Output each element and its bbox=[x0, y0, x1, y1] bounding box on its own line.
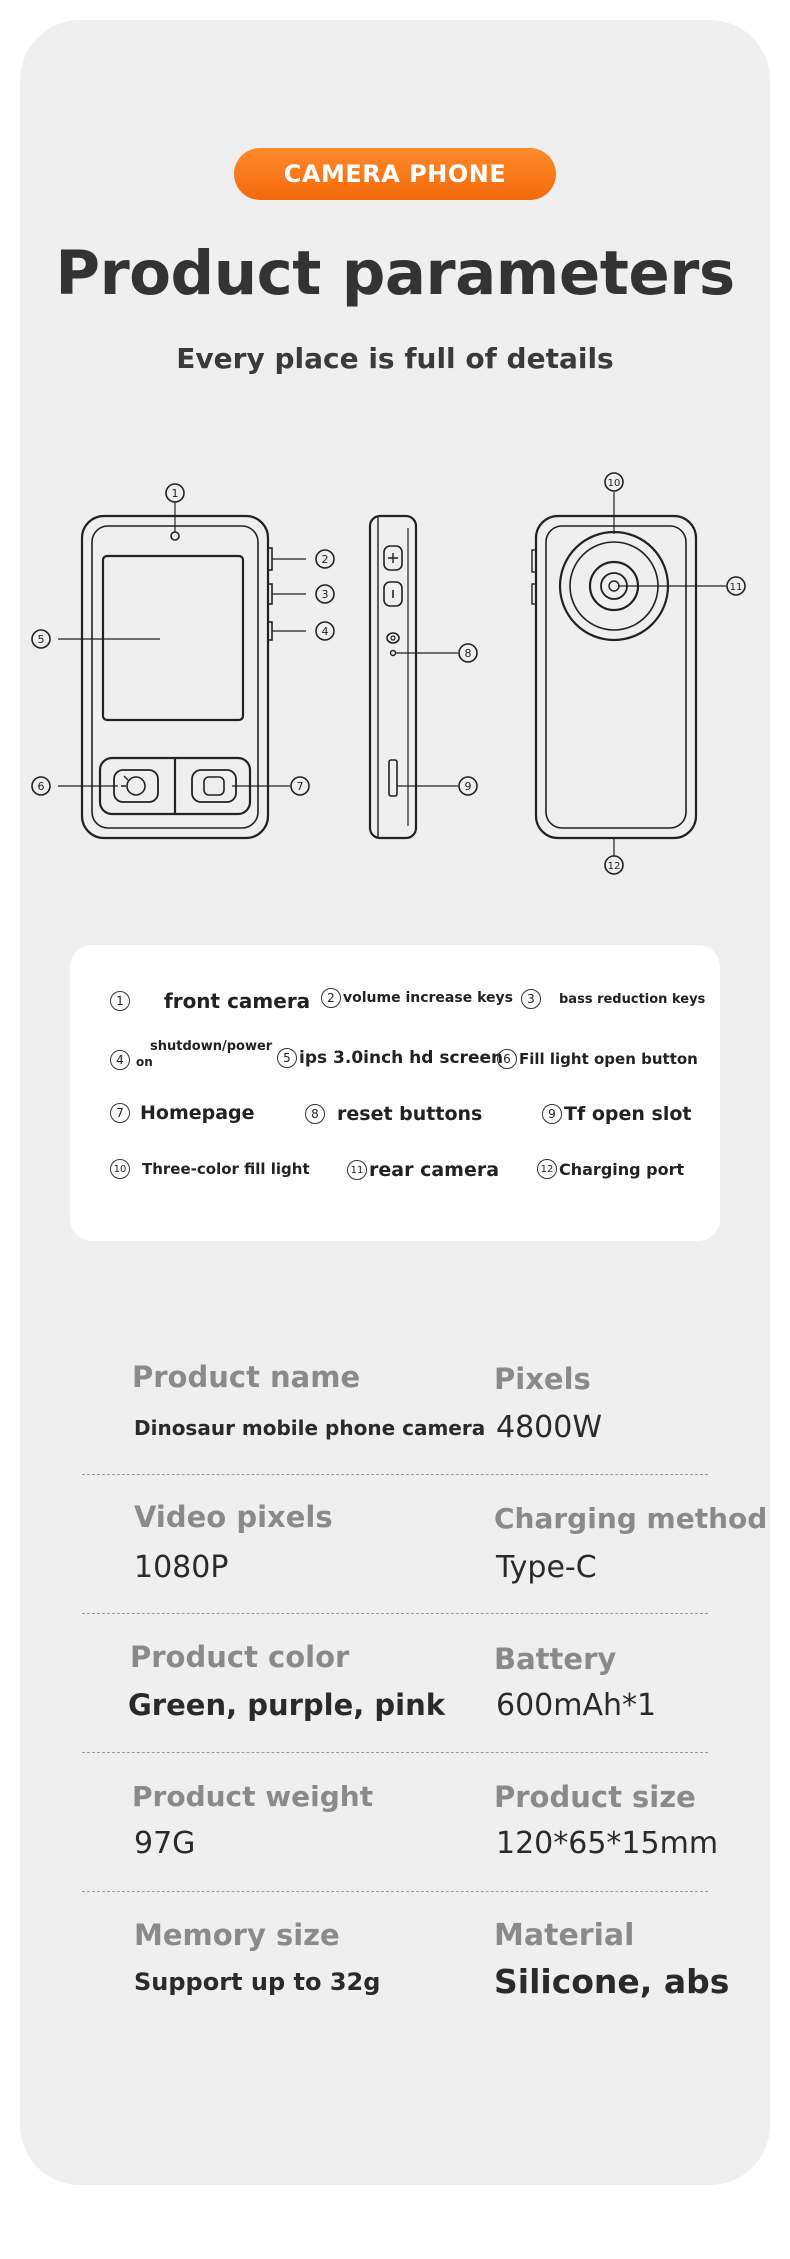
legend-item-volume-increase bbox=[321, 988, 513, 1008]
legend-label: Charging port bbox=[559, 1159, 685, 1179]
legend-number: 10 bbox=[110, 1159, 130, 1179]
spec-label-material: Material bbox=[494, 1918, 635, 1953]
page-title: Product parameters bbox=[55, 238, 735, 309]
legend-label: bass reduction keys bbox=[559, 991, 706, 1007]
legend-label: Fill light open button bbox=[519, 1050, 698, 1068]
legend-item-shutdown-power bbox=[110, 1039, 273, 1075]
marker-11: 11 bbox=[729, 582, 743, 593]
spec-label-product-size: Product size bbox=[494, 1780, 696, 1814]
marker-2: 2 bbox=[321, 553, 329, 566]
legend-number: 5 bbox=[277, 1048, 297, 1068]
marker-8: 8 bbox=[464, 647, 472, 660]
legend-number: 2 bbox=[321, 988, 341, 1008]
spec-label-memory-size: Memory size bbox=[134, 1918, 340, 1952]
spec-value-memory-size: Support up to 32g bbox=[134, 1968, 381, 1996]
legend-number: 8 bbox=[305, 1104, 325, 1124]
marker-9: 9 bbox=[464, 780, 472, 793]
legend-label: Homepage bbox=[140, 1102, 255, 1124]
legend-item-fill-light-button bbox=[497, 1049, 698, 1069]
spec-label-video-pixels: Video pixels bbox=[134, 1500, 333, 1534]
legend-label-top: shutdown/power bbox=[150, 1039, 273, 1054]
spec-label-battery: Battery bbox=[494, 1642, 617, 1676]
spec-label-pixels: Pixels bbox=[494, 1362, 591, 1396]
spec-label-product-weight: Product weight bbox=[132, 1780, 374, 1813]
legend-item-bass-reduction bbox=[521, 989, 705, 1009]
legend-item-charging-port bbox=[537, 1159, 684, 1179]
legend-number: 11 bbox=[347, 1160, 367, 1180]
legend-number: 7 bbox=[110, 1103, 130, 1123]
marker-12: 12 bbox=[607, 861, 621, 872]
legend-item-reset bbox=[305, 1103, 482, 1125]
marker-1: 1 bbox=[171, 487, 179, 500]
marker-4: 4 bbox=[321, 625, 329, 638]
legend-label: Three-color fill light bbox=[142, 1160, 310, 1178]
legend-label: reset buttons bbox=[337, 1103, 483, 1125]
page-subtitle: Every place is full of details bbox=[176, 342, 614, 375]
marker-10: 10 bbox=[607, 478, 621, 489]
legend-item-tf-slot bbox=[542, 1103, 691, 1125]
spec-value-video-pixels: 1080P bbox=[134, 1550, 229, 1585]
legend-number: 4 bbox=[110, 1050, 130, 1070]
spec-label-product-name: Product name bbox=[132, 1360, 361, 1394]
legend-item-fill-light bbox=[110, 1159, 310, 1179]
legend-item-homepage bbox=[110, 1102, 255, 1124]
spec-value-charging-method: Type-C bbox=[496, 1550, 597, 1585]
back-view-illustration bbox=[532, 516, 696, 838]
legend-number: 6 bbox=[497, 1049, 517, 1069]
spec-divider bbox=[82, 1613, 708, 1614]
legend-label: rear camera bbox=[369, 1159, 500, 1181]
spec-value-material: Silicone, abs bbox=[494, 1962, 730, 2001]
marker-7: 7 bbox=[296, 780, 304, 793]
product-diagram bbox=[0, 450, 790, 890]
marker-6: 6 bbox=[37, 780, 45, 793]
front-view-illustration bbox=[82, 516, 272, 838]
spec-divider bbox=[82, 1752, 708, 1753]
legend-number: 9 bbox=[542, 1104, 562, 1124]
spec-label-charging-method: Charging method bbox=[494, 1502, 768, 1535]
legend-number: 12 bbox=[537, 1159, 557, 1179]
marker-5: 5 bbox=[37, 633, 45, 646]
legend-label: volume increase keys bbox=[343, 990, 513, 1006]
category-badge: CAMERA PHONE bbox=[234, 148, 556, 200]
spec-value-product-name: Dinosaur mobile phone camera bbox=[134, 1416, 486, 1440]
legend-item-rear-camera bbox=[347, 1159, 499, 1181]
legend-label: Tf open slot bbox=[564, 1103, 692, 1125]
spec-value-battery: 600mAh*1 bbox=[496, 1688, 657, 1723]
spec-value-pixels: 4800W bbox=[496, 1410, 603, 1445]
side-view-illustration bbox=[370, 516, 416, 838]
spec-label-product-color: Product color bbox=[130, 1640, 350, 1674]
spec-value-product-color: Green, purple, pink bbox=[128, 1688, 446, 1722]
spec-divider bbox=[82, 1474, 708, 1475]
spec-value-product-weight: 97G bbox=[134, 1826, 196, 1861]
legend-number: 1 bbox=[110, 991, 130, 1011]
legend-label: ips 3.0inch hd screen bbox=[299, 1048, 504, 1068]
legend-number: 3 bbox=[521, 989, 541, 1009]
spec-value-product-size: 120*65*15mm bbox=[496, 1826, 719, 1861]
legend-label-bottom: on bbox=[136, 1055, 153, 1069]
legend-item-front-camera bbox=[110, 989, 310, 1013]
legend-card bbox=[70, 945, 720, 1241]
spec-divider bbox=[82, 1891, 708, 1892]
legend-item-screen bbox=[277, 1048, 503, 1068]
legend-label: front camera bbox=[164, 989, 311, 1013]
marker-3: 3 bbox=[321, 588, 329, 601]
